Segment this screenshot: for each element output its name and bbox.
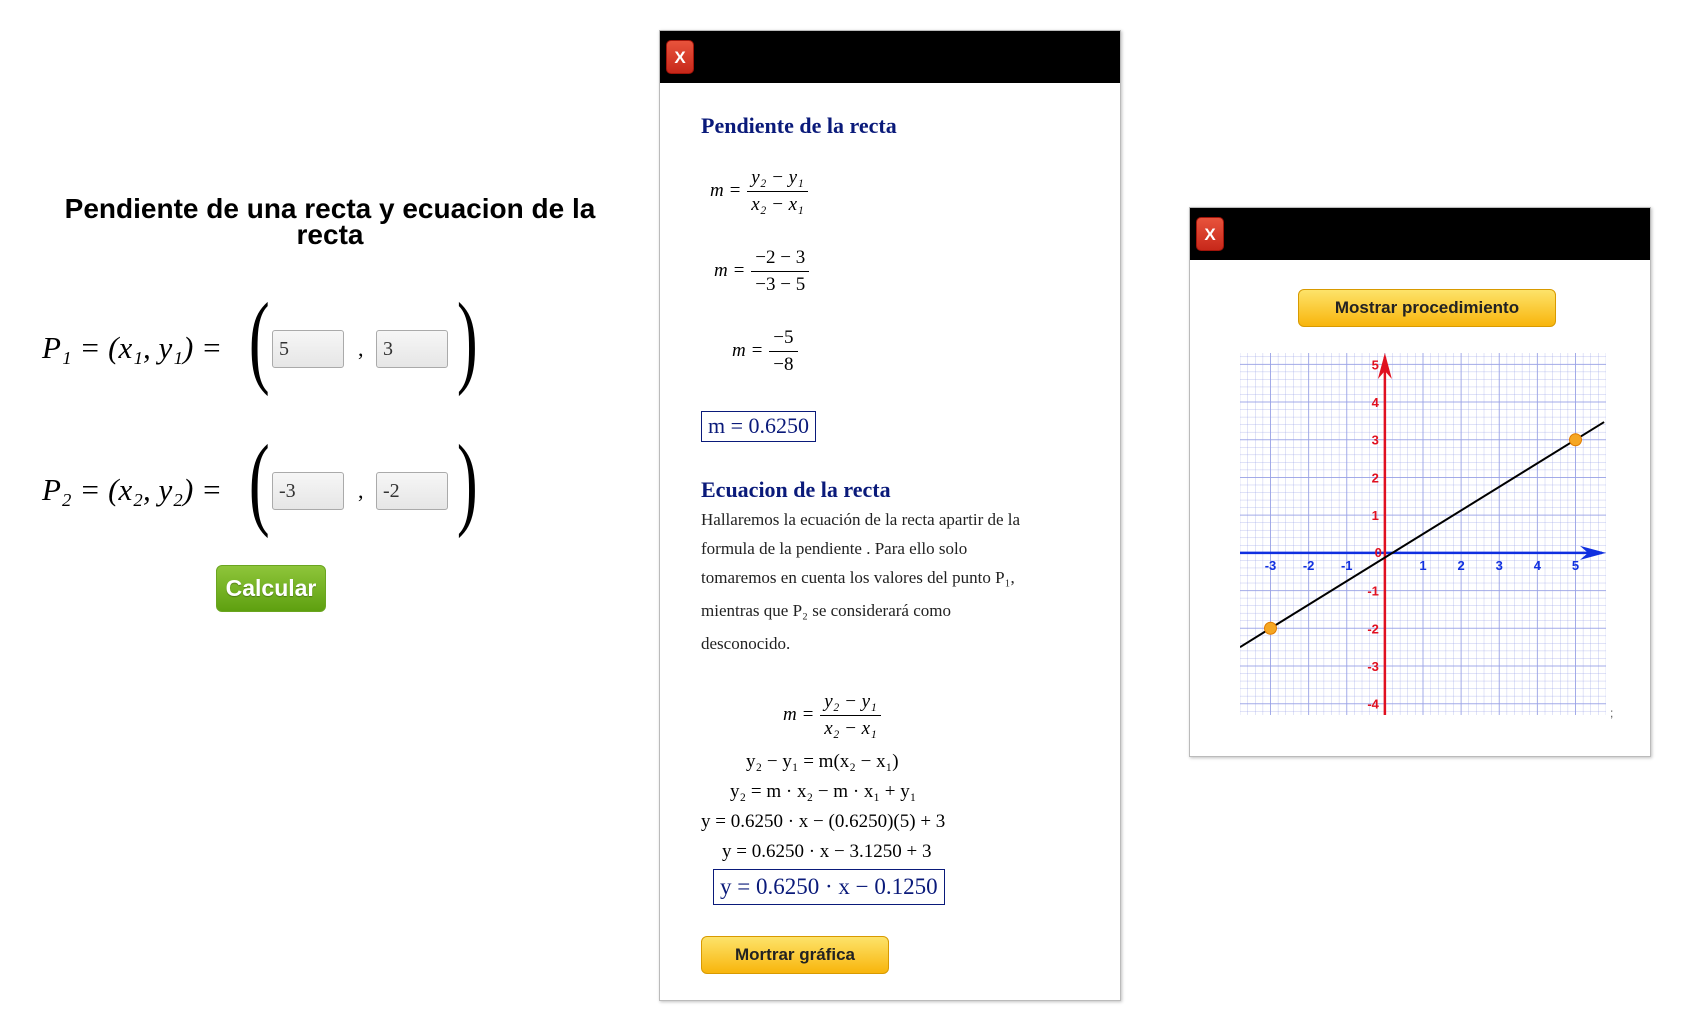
p2-y-input[interactable] — [376, 472, 448, 510]
slope-formula — [710, 165, 808, 218]
calculate-button[interactable]: Calcular — [216, 565, 326, 612]
data-point — [1570, 434, 1582, 446]
y-tick-label: 4 — [1371, 395, 1379, 411]
procedure-panel — [659, 30, 1121, 1001]
y-tick-label: 1 — [1371, 508, 1379, 524]
p2-x-input[interactable] — [272, 472, 344, 510]
show-procedure-button[interactable]: Mostrar procedimiento — [1298, 289, 1556, 327]
denominator: x₂ − x₁ — [824, 718, 877, 739]
close-button[interactable]: X — [666, 40, 694, 74]
denominator: −3 − 5 — [755, 274, 806, 295]
comma: , — [358, 478, 364, 503]
p1-x-input[interactable] — [272, 330, 344, 368]
formula-lhs: m = — [710, 179, 742, 201]
formula-lhs: m = — [732, 339, 764, 361]
right-paren: ) — [456, 282, 478, 397]
show-graph-button[interactable]: Mortrar gráfica — [701, 936, 889, 974]
equation-step: y = 0.6250 · x − (0.6250)(5) + 3 — [701, 811, 946, 832]
panel-header — [660, 31, 1120, 83]
p2-label: P₂ = (x₂, y₂) = — [42, 472, 223, 507]
numerator: −5 — [769, 325, 797, 352]
comma: , — [358, 336, 364, 361]
numerator: −2 − 3 — [751, 245, 809, 272]
paragraph-line: mientras que P₂ se considerará como — [701, 601, 951, 620]
left-paren: ( — [248, 282, 270, 397]
x-tick-label: 4 — [1533, 557, 1541, 573]
stray-mark: ; — [1610, 706, 1614, 720]
equation-step: y₂ = m · x₂ − m · x₁ + y₁ — [730, 781, 917, 802]
y-tick-label: -3 — [1367, 658, 1379, 674]
x-tick-label: 1 — [1419, 557, 1427, 573]
y-tick-label: -4 — [1367, 696, 1379, 712]
data-point — [1265, 622, 1277, 634]
panel-header — [1190, 208, 1650, 260]
equation-formula — [783, 689, 881, 742]
denominator: −8 — [773, 354, 794, 375]
graph-panel — [1189, 207, 1651, 757]
x-tick-label: -2 — [1302, 557, 1315, 573]
y-tick-label: -1 — [1367, 583, 1379, 599]
x-tick-label: -3 — [1264, 557, 1277, 573]
p1-y-input[interactable] — [376, 330, 448, 368]
formula-lhs: m = — [783, 703, 815, 725]
y-tick-label: -2 — [1367, 621, 1379, 637]
right-paren: ) — [456, 424, 478, 539]
y-tick-label: 5 — [1371, 357, 1379, 373]
x-tick-label: -1 — [1340, 557, 1353, 573]
numerator: y₂ − y₁ — [820, 689, 880, 716]
origin-label: 0 — [1374, 544, 1382, 560]
line-graph — [1240, 353, 1606, 715]
p1-label: P₁ = (x₁, y₁) = — [42, 330, 223, 365]
paragraph-line: tomaremos en cuenta los valores del punto P₁, — [701, 568, 1015, 587]
equation-step: y₂ − y₁ = m(x₂ − x₁) — [746, 751, 899, 772]
left-paren: ( — [248, 424, 270, 539]
y-tick-label: 2 — [1371, 470, 1379, 486]
numerator: y₂ − y₁ — [747, 165, 807, 192]
equation-result: y = 0.6250 · x − 0.1250 — [713, 869, 945, 905]
page-title: Pendiente de una recta y ecuacion de la recta — [64, 193, 596, 250]
x-tick-label: 2 — [1457, 557, 1465, 573]
formula-lhs: m = — [714, 259, 746, 281]
slope-result: m = 0.6250 — [701, 411, 816, 442]
slope-substitution — [714, 245, 809, 298]
paragraph-line: formula de la pendiente . Para ello solo — [701, 539, 968, 558]
slope-heading: Pendiente de la recta — [701, 113, 897, 138]
explanation-paragraph — [701, 505, 1081, 658]
equation-step: y = 0.6250 · x − 3.1250 + 3 — [722, 841, 932, 862]
slope-simplified — [732, 325, 798, 378]
paragraph-line: Hallaremos la ecuación de la recta apartir de la — [701, 510, 1021, 529]
close-button[interactable]: X — [1196, 217, 1224, 251]
x-tick-label: 3 — [1495, 557, 1503, 573]
equation-heading: Ecuacion de la recta — [701, 477, 891, 502]
paragraph-line: desconocido. — [701, 634, 791, 653]
denominator: x₂ − x₁ — [751, 194, 804, 215]
x-tick-label: 5 — [1571, 557, 1580, 573]
y-tick-label: 3 — [1371, 432, 1379, 448]
